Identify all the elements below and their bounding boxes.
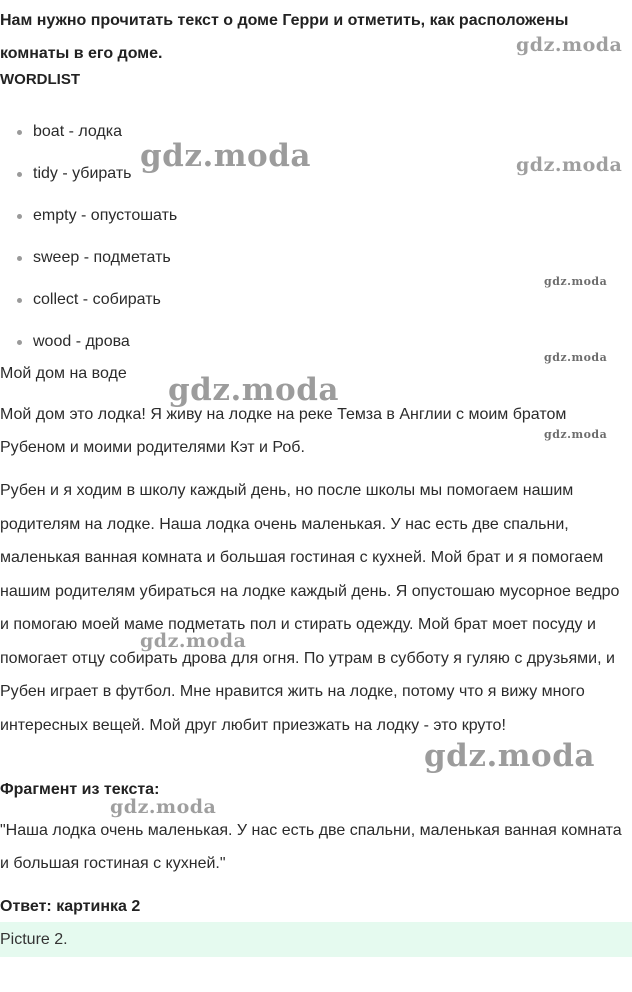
watermark: gdz.moda	[424, 738, 595, 774]
watermark: gdz.moda	[140, 630, 247, 652]
list-item	[0, 321, 177, 363]
word-entry: wood - дрова	[33, 333, 130, 350]
word-entry: tidy - убирать	[33, 165, 132, 182]
watermark: gdz.moda	[140, 138, 311, 174]
fragment-quote: "Наша лодка очень маленькая. У нас есть две спальни, маленькая ванная комната и большая гостиная с кухней."	[0, 822, 622, 872]
list-item	[0, 195, 177, 237]
watermark: gdz.moda	[516, 154, 623, 176]
word-entry: empty - опустошать	[33, 207, 178, 224]
list-item	[0, 279, 177, 321]
answer-text: Ответ: картинка 2	[0, 898, 141, 915]
watermark: gdz.moda	[110, 796, 217, 818]
watermark: gdz.moda	[544, 275, 608, 288]
intro-text: Нам нужно прочитать текст о доме Герри и отметить, как расположены комнаты в его доме.	[0, 12, 569, 62]
bullet-icon	[17, 298, 22, 303]
section-title: Мой дом на воде	[0, 365, 127, 382]
bullet-icon	[17, 130, 22, 135]
paragraph: Рубен и я ходим в школу каждый день, но после школы мы помогаем нашим родителям на лодке. Наша лодка очень маленькая. У нас есть две спальни, маленькая ванная комната и большая гостиная с кухней. Мой брат и я помогаем нашим родителям убираться на лодке каждый день. Я опустошаю мусорное ведро и помогаю моей маме подметать пол и стирать одежду. Мой брат моет посуду и помогает отцу собирать дрова для огня. По утрам в субботу я гуляю с друзьями, и Рубен играет в футбол. Мне нравится жить на лодке, потому что я вижу много интересных вещей. Мой друг любит приезжать на лодку - это круто!	[0, 482, 620, 734]
wordlist-heading: WORDLIST	[0, 71, 80, 88]
bullet-icon	[17, 256, 22, 261]
watermark: gdz.moda	[516, 34, 623, 56]
bullet-icon	[17, 340, 22, 345]
answer-highlight: Picture 2.	[0, 922, 632, 957]
watermark: gdz.moda	[544, 351, 608, 364]
word-entry: collect - собирать	[33, 291, 161, 308]
word-entry: boat - лодка	[33, 123, 123, 140]
word-entry: sweep - подметать	[33, 249, 171, 266]
fragment-heading: Фрагмент из текста:	[0, 781, 160, 798]
bullet-icon	[17, 172, 22, 177]
watermark: gdz.moda	[544, 428, 608, 441]
bullet-icon	[17, 214, 22, 219]
watermark: gdz.moda	[168, 372, 339, 408]
paragraph: Мой дом это лодка! Я живу на лодке на реке Темза в Англии с моим братом Рубеном и моими родителями Кэт и Роб.	[0, 406, 567, 456]
list-item	[0, 237, 177, 279]
